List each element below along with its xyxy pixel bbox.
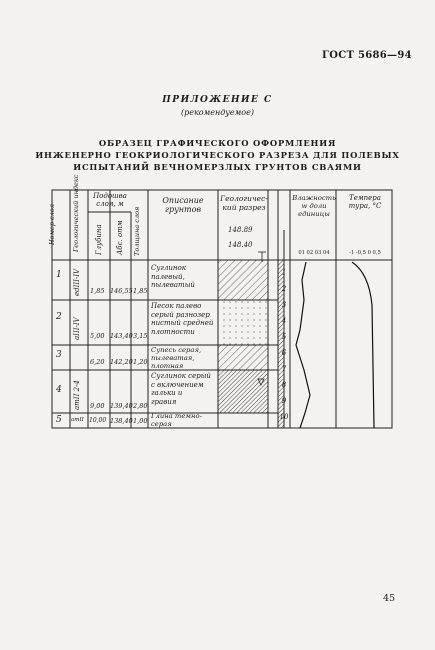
row-2-abs: 143,40 [110,332,133,340]
row-4-desc-line: с включением [151,380,204,389]
row-2-no: 2 [56,312,62,322]
row-2-desc-line: серый разнозер [151,310,210,319]
row-5-depth: 10,00 [89,417,107,424]
row-4-desc [151,372,211,406]
row-3-abs: 142,20 [110,358,133,366]
depth-5: 5 [281,333,287,341]
row-1-desc-line: Суглинок [151,264,186,272]
section-layer-4-fill [218,370,268,413]
row-2-age: aIII-IV [73,317,81,340]
appendix-title: ПРИЛОЖЕНИЕ С [162,95,273,105]
row-5-age: amII [71,417,84,423]
header-description: Описание грунтов [162,196,204,214]
temperature-curve [352,262,374,428]
doc-title-line-2: ИНЖЕНЕРНО ГЕОКРИОЛОГИЧЕСКОГО РАЗРЕЗА ДЛЯ ПОЛЕВЫХ [35,150,400,160]
section-layer-3-fill [218,345,268,370]
row-2-desc-line: нистый средней [151,319,214,327]
row-4-desc-line: Суглинок серый [151,372,211,380]
depth-scale [277,265,291,425]
row-3-depth: 6,20 [90,358,105,366]
header-thickness: Толщина слоя [133,206,141,256]
row-3-desc-line: плотная [151,362,184,370]
row-1-thick: 1,85 [133,287,148,295]
section-layer-1-fill [218,260,268,300]
header-age: Геологический индекс [72,174,80,252]
row-1-age: edIII-IV [73,268,81,296]
row-1-depth: 1,85 [90,287,105,295]
row-4-no: 4 [56,385,62,395]
row-3-desc-line: Супесь серая, [151,346,202,354]
row-4-abs: 139,40 [110,402,133,410]
appendix-note: (рекомендуемое) [181,108,254,117]
header-abs: Абс. отм [116,220,124,255]
header-base: Подошва слоя, м [93,192,127,208]
section-layer-2-fill [218,300,268,345]
header-moisture: Влажность w доли единицы [292,194,336,218]
row-2-thick: 3,15 [133,332,148,340]
depth-9: 9 [281,397,287,405]
row-1-no: 1 [56,270,62,280]
depth-3: 3 [281,301,287,309]
standard-number: ГОСТ 5686—94 [322,50,412,61]
depth-10: 10 [279,413,289,421]
row-1-abs: 146,55 [110,287,133,295]
row-4-desc-line: гальки и [151,389,183,397]
header-section: Геологичес-кий разрез [220,194,268,212]
row-4-desc-line: гравия [151,397,177,406]
section-mark-1: 148.89 [228,226,253,234]
row-1-desc-line: пылеватый [151,281,195,289]
depth-6: 6 [281,349,287,357]
row-4-depth: 9,00 [90,402,105,410]
row-2-desc-line: Песок палево [151,302,202,310]
depth-7: 7 [281,365,287,373]
row-5-thick: 1,00 [133,417,148,425]
row-1-desc-line: палевый, [151,272,185,281]
depth-8: 8 [281,381,287,389]
row-4-age: amII 2-4 [73,380,81,410]
depth-2: 2 [281,285,287,293]
depth-1: 1 [281,269,287,277]
header-temperature: Темпера тура, °C [348,194,382,210]
row-3-desc-line: пылеватая, [151,354,195,362]
row-2-desc [151,302,213,336]
row-5-desc [151,413,202,428]
row-5-no: 5 [56,415,62,425]
doc-title-line-1: ОБРАЗЕЦ ГРАФИЧЕСКОГО ОФОРМЛЕНИЯ [98,138,337,148]
page-number: 45 [383,593,396,604]
moisture-curve [296,262,310,428]
row-5-desc-line: серая [151,419,172,428]
row-2-desc-line: плотности [151,327,195,336]
row-2-depth: 5,00 [90,332,105,340]
header-depth: Глубина [95,224,103,255]
temp-ticks: -1 -0,5 0 0,5 [349,250,381,256]
row-3-thick: 1,20 [133,358,148,366]
section-mark-2: 148.40 [228,241,253,249]
row-3-desc [151,346,201,370]
row-5-abs: 138,40 [110,417,133,425]
row-3-no: 3 [56,350,62,360]
depth-4: 4 [281,317,287,325]
header-layer-no: Номер слоя [48,203,56,245]
doc-title-line-3: ИСПЫТАНИЙ ВЕЧНОМЕРЗЛЫХ ГРУНТОВ СВАЯМИ [73,162,362,172]
row-5-desc-line: Глина темно- [151,412,202,420]
row-1-desc [151,264,195,290]
row-4-thick: 2,80 [133,402,148,410]
moisture-ticks: 01 02 03 04 [298,250,330,256]
